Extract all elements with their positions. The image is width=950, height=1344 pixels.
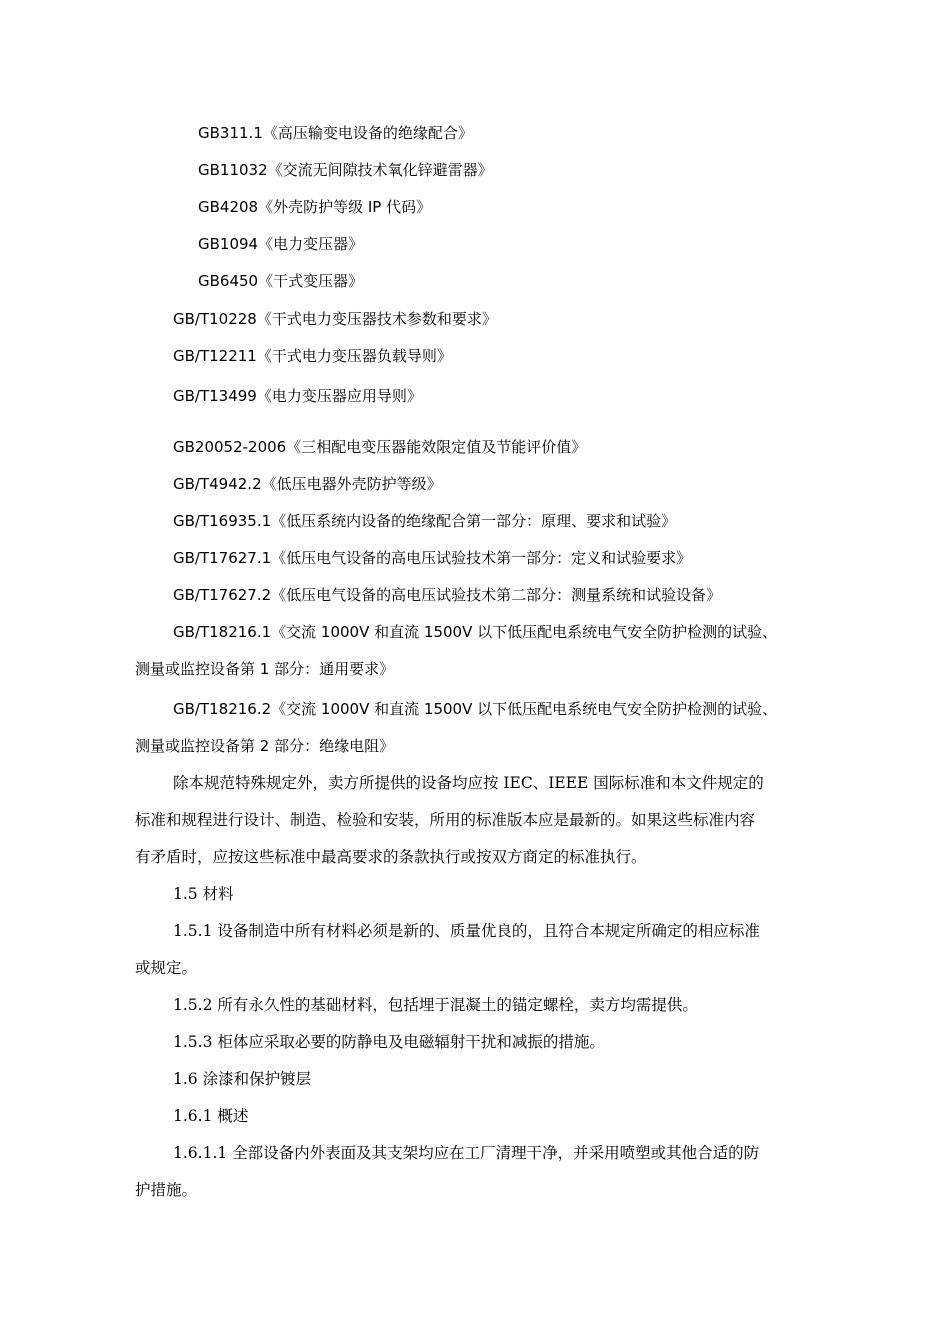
paragraph-line: 1.5.3 柜体应采取必要的防静电及电磁辐射干扰和减振的措施。 [173,1033,605,1051]
standard-item: GB/T4942.2《低压电器外壳防护等级》 [173,475,442,493]
standard-item: GB4208《外壳防护等级 IP 代码》 [198,198,432,216]
standard-item: GB/T10228《干式电力变压器技术参数和要求》 [173,310,497,328]
standard-item: GB/T18216.2《交流 1000V 和直流 1500V 以下低压配电系统电气安全防护检测的试验、 [173,700,778,718]
paragraph-line: 标准和规程进行设计、制造、检验和安装，所用的标准版本应是最新的。如果这些标准内容 [135,811,756,829]
subsection-heading: 1.6.1 概述 [173,1107,249,1125]
paragraph-line: 有矛盾时，应按这些标准中最高要求的条款执行或按双方商定的标准执行。 [135,848,647,866]
paragraph-line: 除本规范特殊规定外，卖方所提供的设备均应按 IEC、IEEE 国际标准和本文件规定的 [173,774,764,792]
standard-item: GB1094《电力变压器》 [198,235,364,253]
standard-item: GB6450《干式变压器》 [198,272,364,290]
standard-item: GB11032《交流无间隙技术氧化锌避雷器》 [198,161,493,179]
paragraph-line: 1.6.1.1 全部设备内外表面及其支架均应在工厂清理干净，并采用喷塑或其他合适的防 [173,1144,760,1162]
standard-item: GB/T17627.1《低压电气设备的高电压试验技术第一部分：定义和试验要求》 [173,549,692,567]
standard-item: GB/T18216.1《交流 1000V 和直流 1500V 以下低压配电系统电气安全防护检测的试验、 [173,623,778,641]
paragraph-line: 或规定。 [135,959,198,977]
section-heading: 1.6 涂漆和保护镀层 [173,1070,312,1088]
paragraph-line: 1.5.2 所有永久性的基础材料，包括埋于混凝土的锚定螺栓，卖方均需提供。 [173,996,698,1014]
section-heading: 1.5 材料 [173,885,234,903]
paragraph-line: 1.5.1 设备制造中所有材料必须是新的、质量优良的，且符合本规定所确定的相应标准 [173,922,760,940]
standard-item: GB20052-2006《三相配电变压器能效限定值及节能评价值》 [173,438,587,456]
standard-item: GB/T16935.1《低压系统内设备的绝缘配合第一部分：原理、要求和试验》 [173,512,677,530]
standard-item-continuation: 测量或监控设备第 2 部分：绝缘电阻》 [135,737,395,755]
standard-item-continuation: 测量或监控设备第 1 部分：通用要求》 [135,660,395,678]
standard-item: GB/T13499《电力变压器应用导则》 [173,387,422,405]
standard-item: GB/T17627.2《低压电气设备的高电压试验技术第二部分：测量系统和试验设备》 [173,586,722,604]
standard-item: GB/T12211《干式电力变压器负载导则》 [173,347,452,365]
standard-item: GB311.1《高压输变电设备的绝缘配合》 [198,124,473,142]
paragraph-line: 护措施。 [135,1181,198,1199]
